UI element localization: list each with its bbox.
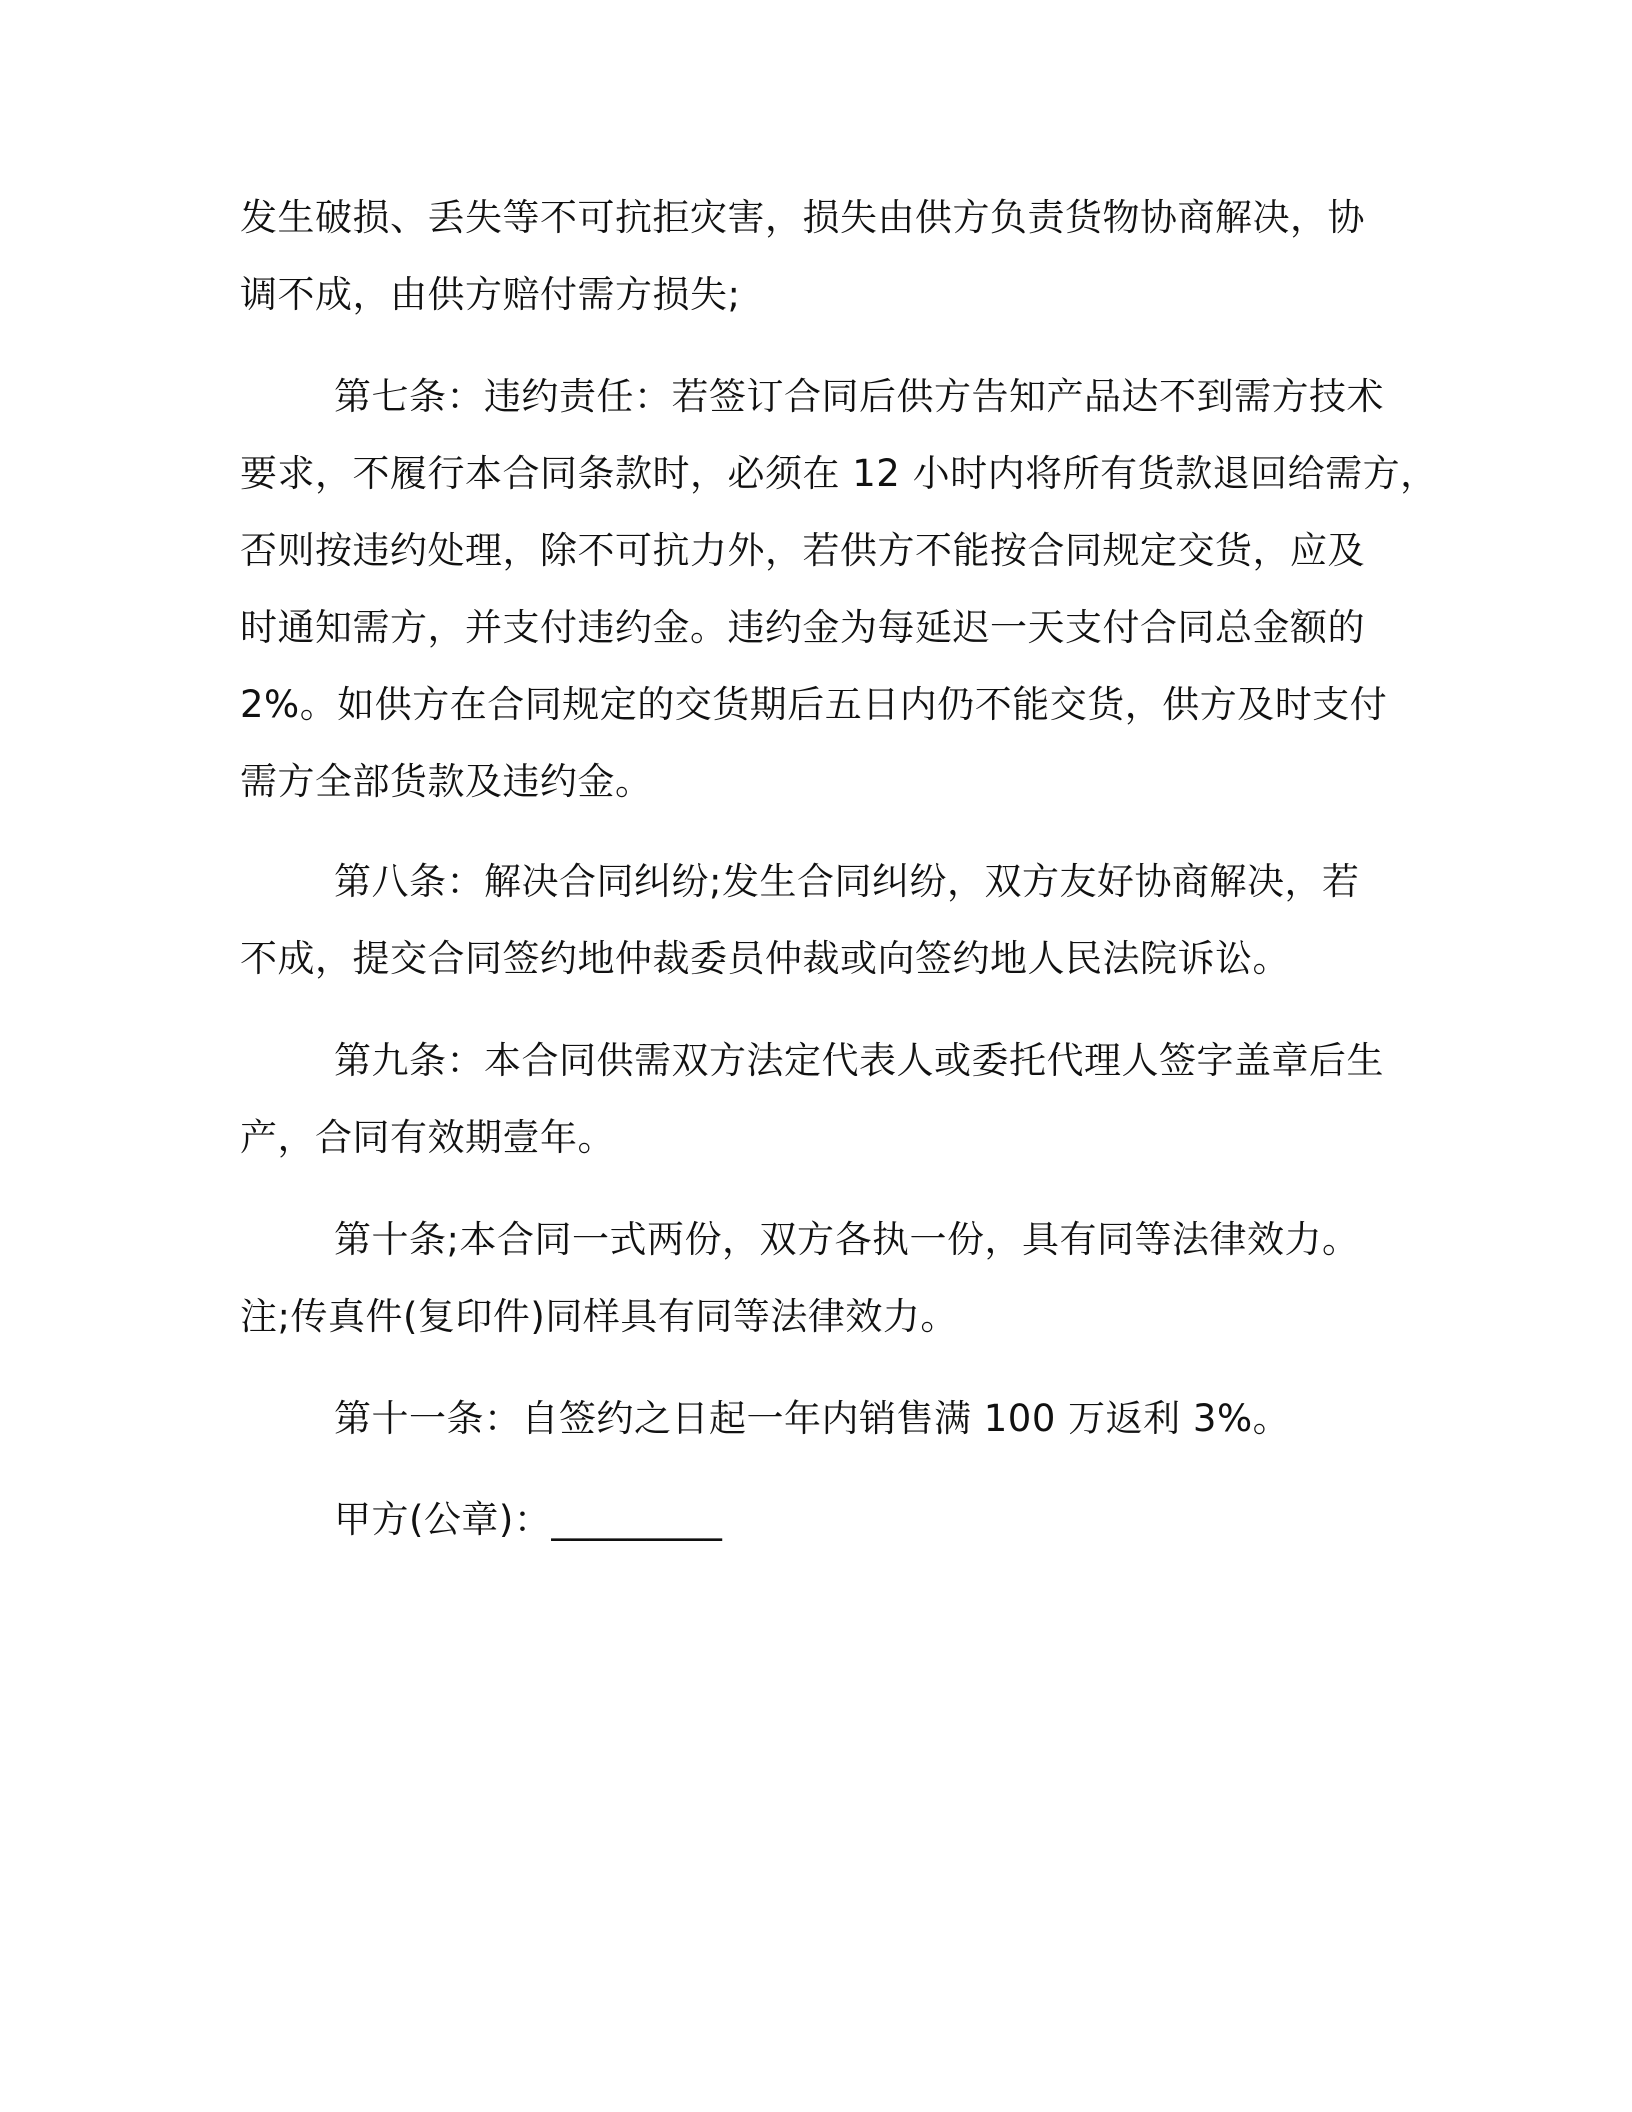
- article-9-line-2: 产，合同有效期壹年。: [240, 1116, 615, 1159]
- article-6-line-2: 调不成，由供方赔付需方损失;: [240, 273, 741, 316]
- article-8-line-1: 第八条：解决合同纠纷;发生合同纠纷，双方友好协商解决，若: [334, 860, 1360, 903]
- party-a-seal-line: 甲方(公章)：_________: [334, 1498, 723, 1541]
- article-7-line-5: 2%。如供方在合同规定的交货期后五日内仍不能交货，供方及时支付: [240, 683, 1388, 726]
- article-7-line-4: 时通知需方，并支付违约金。违约金为每延迟一天支付合同总金额的: [240, 606, 1365, 649]
- article-11-line-1: 第十一条：自签约之日起一年内销售满 100 万返利 3%。: [334, 1397, 1291, 1440]
- article-7-line-6: 需方全部货款及违约金。: [240, 760, 653, 803]
- article-8-line-2: 不成，提交合同签约地仲裁委员仲裁或向签约地人民法院诉讼。: [240, 937, 1290, 980]
- article-7-line-1: 第七条：违约责任：若签订合同后供方告知产品达不到需方技术: [334, 375, 1384, 418]
- article-6-line-1: 发生破损、丢失等不可抗拒灾害，损失由供方负责货物协商解决，协: [240, 196, 1365, 239]
- article-7-line-3: 否则按违约处理，除不可抗力外，若供方不能按合同规定交货，应及: [240, 529, 1365, 572]
- article-9-line-1: 第九条：本合同供需双方法定代表人或委托代理人签字盖章后生: [334, 1039, 1384, 1082]
- article-7-line-2: 要求，不履行本合同条款时，必须在 12 小时内将所有货款退回给需方，: [240, 452, 1438, 495]
- article-10-line-1: 第十条;本合同一式两份，双方各执一份，具有同等法律效力。: [334, 1218, 1360, 1261]
- article-10-note: 注;传真件(复印件)同样具有同等法律效力。: [240, 1295, 958, 1338]
